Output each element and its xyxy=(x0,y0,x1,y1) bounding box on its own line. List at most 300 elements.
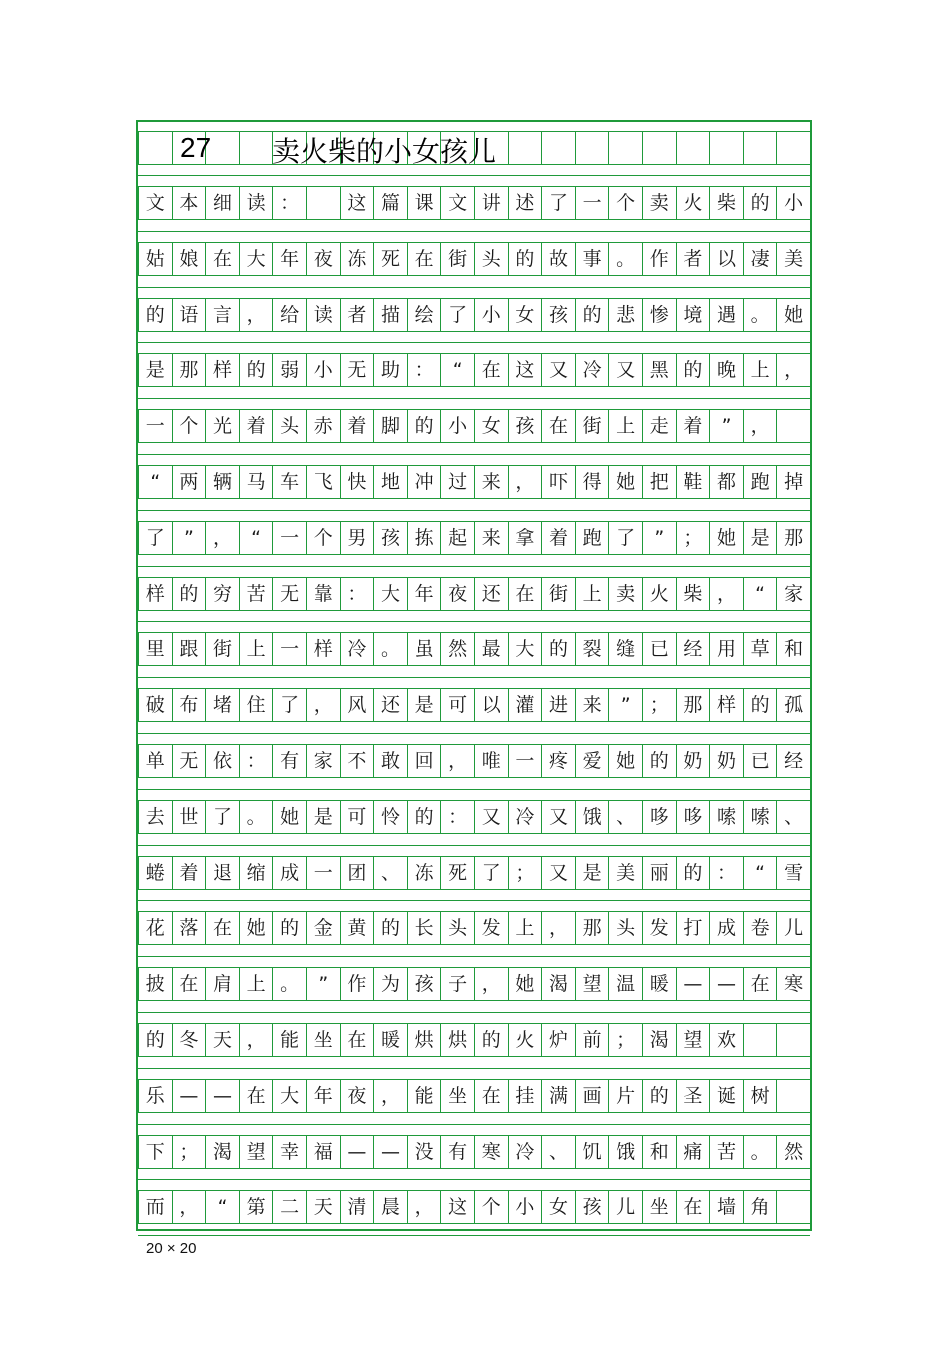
grid-cell: ” xyxy=(306,967,341,1001)
grid-cell: 在 xyxy=(205,911,240,945)
grid-cell: 绘 xyxy=(407,298,442,332)
grid-cell: 饿 xyxy=(608,1135,643,1169)
grid-cell: ， xyxy=(205,521,240,555)
grid-cell: 的 xyxy=(239,353,274,387)
grid-cell: 是 xyxy=(575,856,610,890)
grid-cell: 大 xyxy=(373,577,408,611)
grid-cell: 卖 xyxy=(642,186,677,220)
grid-cell: 以 xyxy=(709,242,744,276)
grid-cell: 夜 xyxy=(340,1079,375,1113)
grid-cell: 。 xyxy=(743,298,778,332)
grid-cell: 渴 xyxy=(642,1023,677,1057)
grid-cell: 言 xyxy=(205,298,240,332)
grid-cell: 火 xyxy=(676,186,711,220)
grid-cell: — xyxy=(373,1135,408,1169)
grid-cell: 天 xyxy=(205,1023,240,1057)
grid-cell: 小 xyxy=(306,353,341,387)
grid-cell: — xyxy=(172,1079,207,1113)
grid-cell: 样 xyxy=(138,577,173,611)
grid-cell: 是 xyxy=(743,521,778,555)
grid-cell: 小 xyxy=(508,1190,543,1224)
row-gap-line xyxy=(138,1179,810,1180)
grid-cell: 、 xyxy=(373,856,408,890)
grid-cell: 卖 xyxy=(608,577,643,611)
grid-cell: 的 xyxy=(373,911,408,945)
grid-cell: 打 xyxy=(676,911,711,945)
grid-cell: ： xyxy=(407,353,442,387)
grid-cell: 了 xyxy=(474,856,509,890)
grid-cell: 儿 xyxy=(608,1190,643,1224)
grid-cell: 黄 xyxy=(340,911,375,945)
grid-cell: 给 xyxy=(272,298,307,332)
grid-cell: 跑 xyxy=(575,521,610,555)
grid-cell: 小 xyxy=(474,298,509,332)
grid-cell: 地 xyxy=(373,465,408,499)
grid-cell: — xyxy=(676,967,711,1001)
row-gap-line xyxy=(138,454,810,455)
grid-cell: 怜 xyxy=(373,800,408,834)
grid-cell: 是 xyxy=(138,353,173,387)
grid-cell: 的 xyxy=(407,409,442,443)
grid-cell: 本 xyxy=(172,186,207,220)
grid-cell: 二 xyxy=(272,1190,307,1224)
grid-cell: 望 xyxy=(239,1135,274,1169)
grid-cell: ： xyxy=(440,800,475,834)
grid-cell: 已 xyxy=(642,632,677,666)
grid-cell: 这 xyxy=(340,186,375,220)
grid-cell: 苦 xyxy=(239,577,274,611)
grid-cell: 烘 xyxy=(407,1023,442,1057)
grid-cell: 吓 xyxy=(541,465,576,499)
grid-cell: 在 xyxy=(676,1190,711,1224)
grid-cell: 是 xyxy=(407,688,442,722)
grid-cell: 弱 xyxy=(272,353,307,387)
grid-cell: 有 xyxy=(440,1135,475,1169)
grid-cell: 的 xyxy=(138,298,173,332)
grid-cell: 冻 xyxy=(407,856,442,890)
grid-cell: 住 xyxy=(239,688,274,722)
grid-cell: 经 xyxy=(676,632,711,666)
grid-cell: 车 xyxy=(272,465,307,499)
manuscript-grid-sheet xyxy=(136,120,812,1231)
grid-cell: 没 xyxy=(407,1135,442,1169)
grid-cell: 着 xyxy=(541,521,576,555)
grid-cell: 年 xyxy=(272,242,307,276)
grid-cell: 落 xyxy=(172,911,207,945)
grid-cell: 惨 xyxy=(642,298,677,332)
grid-cell: 跟 xyxy=(172,632,207,666)
grid-cell: 文 xyxy=(440,186,475,220)
grid-cell: 跑 xyxy=(743,465,778,499)
row-gap-line xyxy=(138,733,810,734)
grid-cell: 雪 xyxy=(776,856,811,890)
grid-cell: 脚 xyxy=(373,409,408,443)
grid-cell: 而 xyxy=(138,1190,173,1224)
grid-cell: 在 xyxy=(743,967,778,1001)
grid-cell: 了 xyxy=(272,688,307,722)
grid-cell: 冷 xyxy=(508,800,543,834)
grid-cell xyxy=(709,131,744,165)
grid-cell: 来 xyxy=(474,465,509,499)
row-gap-line xyxy=(138,900,810,901)
grid-cell: 她 xyxy=(608,744,643,778)
grid-cell: 花 xyxy=(138,911,173,945)
grid-cell: 样 xyxy=(709,688,744,722)
grid-cell: 子 xyxy=(440,967,475,1001)
grid-cell: “ xyxy=(440,353,475,387)
grid-cell xyxy=(575,131,610,165)
grid-cell: ， xyxy=(508,465,543,499)
grid-cell: 、 xyxy=(776,800,811,834)
grid-cell: 语 xyxy=(172,298,207,332)
grid-cell: 又 xyxy=(474,800,509,834)
grid-cell: — xyxy=(709,967,744,1001)
grid-cell: “ xyxy=(239,521,274,555)
grid-cell: 在 xyxy=(239,1079,274,1113)
grid-cell: 的 xyxy=(541,632,576,666)
grid-cell: 疼 xyxy=(541,744,576,778)
row-gap-line xyxy=(138,1124,810,1125)
grid-cell: ； xyxy=(172,1135,207,1169)
grid-cell: 女 xyxy=(541,1190,576,1224)
grid-cell: 寒 xyxy=(776,967,811,1001)
grid-cell: 死 xyxy=(440,856,475,890)
grid-cell: 又 xyxy=(541,800,576,834)
grid-cell: ； xyxy=(676,521,711,555)
grid-cell: 无 xyxy=(172,744,207,778)
grid-cell: 把 xyxy=(642,465,677,499)
grid-cell: 嗦 xyxy=(743,800,778,834)
grid-cell: 寒 xyxy=(474,1135,509,1169)
grid-cell: 痛 xyxy=(676,1135,711,1169)
grid-cell: 卷 xyxy=(743,911,778,945)
grid-cell: 美 xyxy=(608,856,643,890)
grid-cell: 去 xyxy=(138,800,173,834)
grid-cell: 走 xyxy=(642,409,677,443)
grid-cell: 在 xyxy=(541,409,576,443)
grid-cell: 为 xyxy=(373,967,408,1001)
row-gap-line xyxy=(138,956,810,957)
grid-cell: 上 xyxy=(239,632,274,666)
grid-cell: 缝 xyxy=(608,632,643,666)
grid-cell: 风 xyxy=(340,688,375,722)
grid-cell: 和 xyxy=(776,632,811,666)
grid-cell: 大 xyxy=(508,632,543,666)
grid-cell: 上 xyxy=(608,409,643,443)
grid-cell: 赤 xyxy=(306,409,341,443)
grid-cell: 已 xyxy=(743,744,778,778)
grid-cell: 挂 xyxy=(508,1079,543,1113)
grid-cell: 苦 xyxy=(709,1135,744,1169)
grid-cell: 读 xyxy=(306,298,341,332)
grid-cell: 唯 xyxy=(474,744,509,778)
grid-cell: 一 xyxy=(508,744,543,778)
grid-cell: 还 xyxy=(373,688,408,722)
grid-cell: 冻 xyxy=(340,242,375,276)
grid-cell: 黑 xyxy=(642,353,677,387)
grid-cell: 的 xyxy=(172,577,207,611)
grid-cell: 描 xyxy=(373,298,408,332)
grid-cell: 在 xyxy=(205,242,240,276)
grid-cell: 文 xyxy=(138,186,173,220)
grid-cell: 街 xyxy=(575,409,610,443)
grid-cell: 辆 xyxy=(205,465,240,499)
grid-cell: 的 xyxy=(676,856,711,890)
grid-cell: 然 xyxy=(776,1135,811,1169)
grid-cell: 的 xyxy=(474,1023,509,1057)
grid-cell: 饥 xyxy=(575,1135,610,1169)
grid-cell: ： xyxy=(709,856,744,890)
grid-cell: 下 xyxy=(138,1135,173,1169)
grid-cell: 着 xyxy=(239,409,274,443)
grid-cell: 依 xyxy=(205,744,240,778)
grid-cell: — xyxy=(340,1135,375,1169)
grid-cell: 掉 xyxy=(776,465,811,499)
grid-cell: 团 xyxy=(340,856,375,890)
grid-cell: ， xyxy=(743,409,778,443)
grid-cell: 了 xyxy=(608,521,643,555)
grid-cell: 树 xyxy=(743,1079,778,1113)
grid-cell: 的 xyxy=(575,298,610,332)
grid-cell: 的 xyxy=(642,1079,677,1113)
grid-cell: 长 xyxy=(407,911,442,945)
grid-cell: 和 xyxy=(642,1135,677,1169)
grid-cell: 冲 xyxy=(407,465,442,499)
grid-cell: 一 xyxy=(306,856,341,890)
grid-cell: ” xyxy=(608,688,643,722)
grid-cell: 孩 xyxy=(508,409,543,443)
grid-cell: 凄 xyxy=(743,242,778,276)
grid-cell: 。 xyxy=(608,242,643,276)
grid-cell: 上 xyxy=(743,353,778,387)
grid-cell: 画 xyxy=(575,1079,610,1113)
lesson-title: 卖火柴的小女孩儿 xyxy=(272,135,497,168)
lesson-number: 27 xyxy=(180,132,212,163)
grid-cell: 姑 xyxy=(138,242,173,276)
row-gap-line xyxy=(138,677,810,678)
grid-cell: 裂 xyxy=(575,632,610,666)
grid-cell: 布 xyxy=(172,688,207,722)
grid-cell: 来 xyxy=(575,688,610,722)
grid-cell: 故 xyxy=(541,242,576,276)
grid-cell: 哆 xyxy=(676,800,711,834)
grid-cell xyxy=(306,186,341,220)
row-gap-line xyxy=(138,1012,810,1013)
grid-cell: 又 xyxy=(608,353,643,387)
grid-cell: 能 xyxy=(407,1079,442,1113)
grid-cell: 诞 xyxy=(709,1079,744,1113)
grid-cell: 圣 xyxy=(676,1079,711,1113)
grid-cell: 的 xyxy=(272,911,307,945)
grid-cell: 样 xyxy=(205,353,240,387)
grid-cell: 天 xyxy=(306,1190,341,1224)
grid-cell: 世 xyxy=(172,800,207,834)
grid-cell: 。 xyxy=(239,800,274,834)
grid-cell: 饿 xyxy=(575,800,610,834)
grid-cell: 是 xyxy=(306,800,341,834)
row-gap-line xyxy=(138,1068,810,1069)
grid-cell: 用 xyxy=(709,632,744,666)
grid-cell: 发 xyxy=(642,911,677,945)
grid-cell: 可 xyxy=(340,800,375,834)
grid-cell: 还 xyxy=(474,577,509,611)
grid-cell xyxy=(608,131,643,165)
grid-cell: 一 xyxy=(575,186,610,220)
grid-cell xyxy=(776,1079,811,1113)
grid-cell: ； xyxy=(608,1023,643,1057)
grid-cell: 个 xyxy=(474,1190,509,1224)
grid-cell: 悲 xyxy=(608,298,643,332)
grid-cell: 街 xyxy=(541,577,576,611)
grid-cell: 快 xyxy=(340,465,375,499)
grid-cell: 敢 xyxy=(373,744,408,778)
grid-cell: 柴 xyxy=(709,186,744,220)
grid-cell: 的 xyxy=(642,744,677,778)
row-gap-line xyxy=(138,566,810,567)
grid-cell: 的 xyxy=(743,186,778,220)
grid-cell: 来 xyxy=(474,521,509,555)
grid-cell: 在 xyxy=(508,577,543,611)
grid-cell: ， xyxy=(440,744,475,778)
grid-cell: 烘 xyxy=(440,1023,475,1057)
row-gap-line xyxy=(138,789,810,790)
grid-cell: 街 xyxy=(205,632,240,666)
grid-cell: ： xyxy=(340,577,375,611)
grid-cell: 拣 xyxy=(407,521,442,555)
grid-cell: 墙 xyxy=(709,1190,744,1224)
grid-cell: 奶 xyxy=(676,744,711,778)
grid-cell: “ xyxy=(743,577,778,611)
grid-cell: 那 xyxy=(676,688,711,722)
grid-cell: 细 xyxy=(205,186,240,220)
grid-cell: 坐 xyxy=(642,1190,677,1224)
grid-cell: ： xyxy=(239,744,274,778)
row-gap-line xyxy=(138,287,810,288)
grid-cell: 坐 xyxy=(440,1079,475,1113)
grid-cell: 火 xyxy=(642,577,677,611)
grid-cell: 又 xyxy=(541,353,576,387)
grid-cell: 清 xyxy=(340,1190,375,1224)
grid-cell: 个 xyxy=(608,186,643,220)
grid-cell: 经 xyxy=(776,744,811,778)
grid-cell: 鞋 xyxy=(676,465,711,499)
grid-cell: 起 xyxy=(440,521,475,555)
grid-cell: 的 xyxy=(743,688,778,722)
grid-cell: 金 xyxy=(306,911,341,945)
grid-cell: 夜 xyxy=(306,242,341,276)
grid-cell: 美 xyxy=(776,242,811,276)
grid-cell: 炉 xyxy=(541,1023,576,1057)
grid-cell: 里 xyxy=(138,632,173,666)
grid-cell: 头 xyxy=(608,911,643,945)
row-gap-line xyxy=(138,1235,810,1236)
grid-cell: 嗦 xyxy=(709,800,744,834)
grid-cell: 上 xyxy=(239,967,274,1001)
grid-cell: ； xyxy=(508,856,543,890)
grid-cell: 渴 xyxy=(541,967,576,1001)
grid-cell: 作 xyxy=(642,242,677,276)
grid-cell: 男 xyxy=(340,521,375,555)
grid-cell: 者 xyxy=(676,242,711,276)
grid-cell: 以 xyxy=(474,688,509,722)
grid-cell: 在 xyxy=(474,1079,509,1113)
grid-cell: 她 xyxy=(272,800,307,834)
grid-cell: 退 xyxy=(205,856,240,890)
grid-cell: 夜 xyxy=(440,577,475,611)
grid-cell: 晨 xyxy=(373,1190,408,1224)
grid-cell xyxy=(239,131,274,165)
grid-cell: 能 xyxy=(272,1023,307,1057)
grid-cell: 丽 xyxy=(642,856,677,890)
grid-cell: ， xyxy=(474,967,509,1001)
grid-cell: 过 xyxy=(440,465,475,499)
grid-cell: 成 xyxy=(709,911,744,945)
grid-cell: 渴 xyxy=(205,1135,240,1169)
grid-cell: 在 xyxy=(340,1023,375,1057)
grid-cell: 光 xyxy=(205,409,240,443)
grid-cell xyxy=(541,131,576,165)
grid-cell: 温 xyxy=(608,967,643,1001)
grid-cell: ， xyxy=(239,298,274,332)
grid-cell: 、 xyxy=(608,800,643,834)
grid-cell: — xyxy=(205,1079,240,1113)
grid-cell: 望 xyxy=(676,1023,711,1057)
grid-cell: 那 xyxy=(575,911,610,945)
grid-cell: 助 xyxy=(373,353,408,387)
grid-cell: 冬 xyxy=(172,1023,207,1057)
grid-cell: 样 xyxy=(306,632,341,666)
grid-cell: 她 xyxy=(508,967,543,1001)
grid-cell: 年 xyxy=(407,577,442,611)
grid-cell: ， xyxy=(306,688,341,722)
grid-cell: 柴 xyxy=(676,577,711,611)
grid-cell: 女 xyxy=(474,409,509,443)
grid-cell: 晚 xyxy=(709,353,744,387)
grid-cell: 、 xyxy=(541,1135,576,1169)
grid-cell: 上 xyxy=(575,577,610,611)
grid-cell: 都 xyxy=(709,465,744,499)
grid-cell: 回 xyxy=(407,744,442,778)
grid-cell: 街 xyxy=(440,242,475,276)
grid-cell: 者 xyxy=(340,298,375,332)
grid-cell: 单 xyxy=(138,744,173,778)
grid-cell: 那 xyxy=(172,353,207,387)
grid-cell: 然 xyxy=(440,632,475,666)
grid-cell: 一 xyxy=(138,409,173,443)
grid-cell: ， xyxy=(776,353,811,387)
grid-cell: 头 xyxy=(440,911,475,945)
grid-cell: 暖 xyxy=(373,1023,408,1057)
grid-cell: 大 xyxy=(272,1079,307,1113)
grid-cell: 头 xyxy=(474,242,509,276)
grid-cell xyxy=(776,409,811,443)
grid-cell: 这 xyxy=(440,1190,475,1224)
grid-cell: 肩 xyxy=(205,967,240,1001)
grid-cell: 小 xyxy=(776,186,811,220)
grid-cell: 上 xyxy=(508,911,543,945)
grid-cell: 哆 xyxy=(642,800,677,834)
grid-cell: 爱 xyxy=(575,744,610,778)
grid-cell: 虽 xyxy=(407,632,442,666)
grid-cell: 一 xyxy=(272,521,307,555)
grid-cell xyxy=(508,131,543,165)
grid-cell: 马 xyxy=(239,465,274,499)
grid-cell: 不 xyxy=(340,744,375,778)
grid-cell: 着 xyxy=(676,409,711,443)
row-gap-line xyxy=(138,621,810,622)
grid-cell: ， xyxy=(709,577,744,611)
grid-cell: 前 xyxy=(575,1023,610,1057)
